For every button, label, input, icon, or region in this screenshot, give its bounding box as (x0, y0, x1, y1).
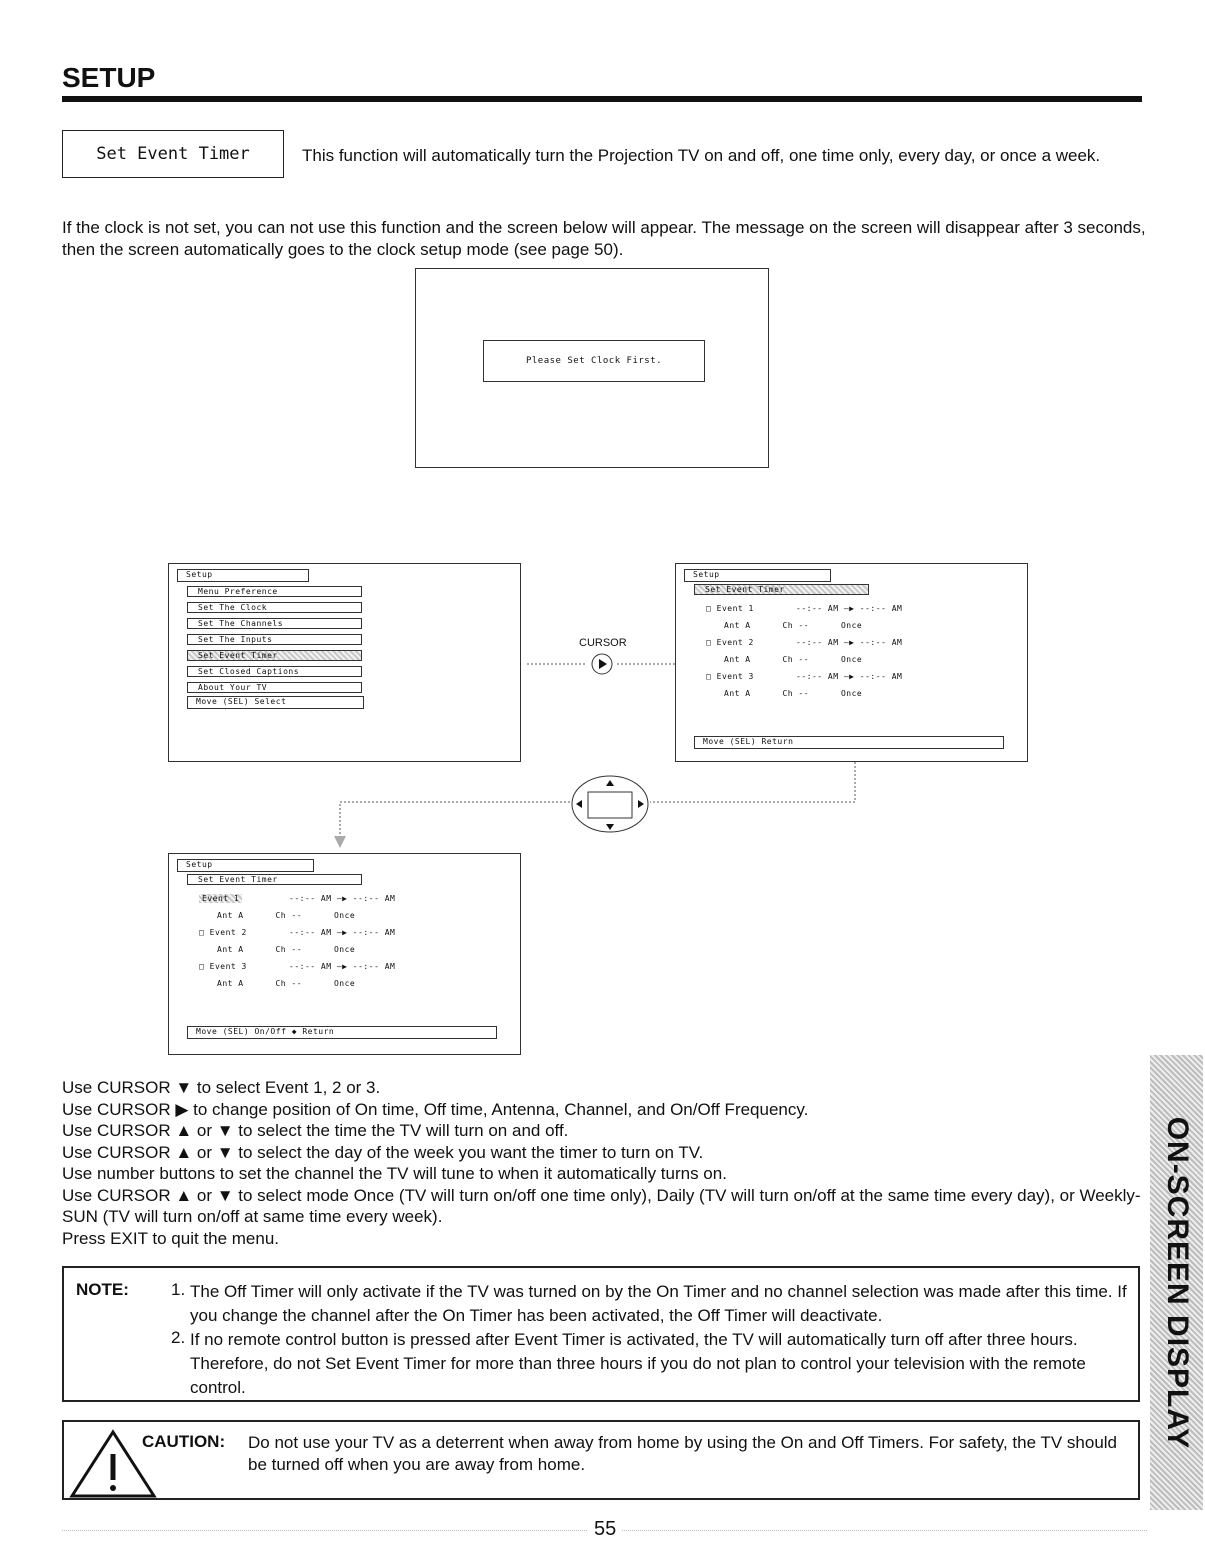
note-label: NOTE: (76, 1280, 129, 1299)
note-item-1-number: 1. (171, 1280, 186, 1299)
checkbox-icon: □ (706, 604, 712, 613)
page-title: SETUP (62, 62, 156, 93)
instruction-line: Use CURSOR ▲ or ▼ to select the day of the week you want the timer to turn on TV. (62, 1142, 704, 1162)
timer-2-hint-bar: Move (SEL) On/Off ◆ Return (187, 1026, 497, 1039)
menu-item-set-the-inputs[interactable]: Set The Inputs (187, 634, 362, 645)
checkbox-icon: □ (706, 672, 712, 681)
page-number: 55 (588, 1518, 622, 1541)
menu-item-menu-preference[interactable]: Menu Preference (187, 586, 362, 597)
instruction-line: Use CURSOR ▲ or ▼ to select mode Once (TV will turn on/off one time only), Daily (TV will turn on/off at the same time every day), or Weekly-SUN (TV will turn on/off at same time every week). (62, 1185, 1141, 1226)
instruction-line: Press EXIT to quit the menu. (62, 1228, 280, 1248)
menu-list (187, 586, 362, 698)
note-item-1: The Off Timer will only activate if the TV was turned on by the On Timer and no channel selection was made after this time. If you change the channel after the On Timer has been activated, the Off Timer will deactivate. (190, 1282, 1127, 1325)
menu-item-set-the-clock[interactable]: Set The Clock (187, 602, 362, 613)
checkbox-icon: □ (706, 638, 712, 647)
timer-1-hint-bar: Move (SEL) Return (694, 736, 1004, 749)
event-name: Event 2 (716, 638, 754, 647)
feature-description: This function will automatically turn the Projection TV on and off, one time only, every day, or once a week. (302, 146, 1101, 165)
caution-label: CAUTION: (142, 1432, 226, 1451)
instruction-list (62, 1077, 1147, 1249)
note-box (62, 1266, 1140, 1402)
clock-message-box (483, 340, 705, 382)
instruction-line: Use number buttons to set the channel the TV will tune to when it automatically turns on. (62, 1164, 727, 1183)
feature-name-box: Set Event Timer (62, 130, 284, 178)
menu-item-set-event-timer[interactable]: Set Event Timer (187, 650, 362, 661)
timer-1-event-3-row[interactable] (706, 672, 1006, 681)
caution-box (62, 1420, 1140, 1500)
note-item-2: If no remote control button is pressed after Event Timer is activated, the TV will automatically turn off after three hours. Therefore, do not Set Event Timer for more than three hours if you do not plan to control your television with the remote control. (190, 1330, 1086, 1397)
intro-paragraph: If the clock is not set, you can not use this function and the screen below will appear. The message on the screen will disappear after 3 seconds, then the screen automatically goes to the clock setup mode (see page 50). (62, 218, 1146, 259)
timer-screen-2 (168, 853, 521, 1055)
clock-screen (415, 268, 769, 468)
timer-2-event-1-row[interactable] (199, 894, 499, 903)
timer-1-header: Setup (684, 569, 831, 582)
event-times: --:-- AM —▶ --:-- AM (289, 928, 396, 937)
timer-screen-1 (675, 563, 1028, 762)
instruction-line: Use CURSOR ▶ to change position of On time, Off time, Antenna, Channel, and On/Off Frequency. (62, 1099, 809, 1119)
instruction-line: Use CURSOR ▼ to select Event 1, 2 or 3. (62, 1078, 381, 1097)
timer-2-event-2-detail: Ant A Ch -- Once (217, 945, 356, 954)
checkbox-icon: □ (199, 962, 205, 971)
timer-1-event-1-detail: Ant A Ch -- Once (724, 621, 863, 630)
menu-header: Setup (177, 569, 309, 582)
timer-2-event-3-detail: Ant A Ch -- Once (217, 979, 356, 988)
timer-1-event-1-row[interactable] (706, 604, 1006, 613)
event-times: --:-- AM —▶ --:-- AM (289, 962, 396, 971)
checkbox-icon: □ (199, 928, 205, 937)
event-name: Event 2 (209, 928, 247, 937)
event-name: Event 1 (716, 604, 754, 613)
side-tab-label: ON-SCREEN DISPLAY (1160, 1116, 1194, 1449)
timer-2-event-1-detail: Ant A Ch -- Once (217, 911, 356, 920)
instruction-line: Use CURSOR ▲ or ▼ to select the time the TV will turn on and off. (62, 1121, 569, 1140)
menu-item-set-closed-captions[interactable]: Set Closed Captions (187, 666, 362, 677)
event-name: Event 1 (199, 894, 242, 903)
timer-2-event-2-row[interactable] (199, 928, 499, 937)
timer-2-subheader: Set Event Timer (187, 874, 362, 885)
setup-menu-screen (168, 563, 521, 762)
cursor-right-arrow-1 (525, 646, 685, 686)
timer-1-event-2-detail: Ant A Ch -- Once (724, 655, 863, 664)
event-times: --:-- AM —▶ --:-- AM (289, 894, 396, 903)
timer-1-event-2-row[interactable] (706, 638, 1006, 647)
event-times: --:-- AM —▶ --:-- AM (796, 672, 903, 681)
cursor-pad-connector (320, 762, 880, 852)
timer-2-header: Setup (177, 859, 314, 872)
note-item-2-number: 2. (171, 1328, 186, 1347)
timer-1-event-3-detail: Ant A Ch -- Once (724, 689, 863, 698)
menu-hint-bar: Move (SEL) Select (187, 696, 364, 709)
clock-message: Please Set Clock First. (525, 356, 663, 366)
timer-1-subheader: Set Event Timer (694, 584, 869, 595)
caution-text: Do not use your TV as a deterrent when away from home by using the On and Off Timers. For safety, the TV should be turned off when you are away from home. (248, 1433, 1118, 1474)
menu-item-set-the-channels[interactable]: Set The Channels (187, 618, 362, 629)
cursor-label-1: CURSOR (579, 637, 627, 649)
event-times: --:-- AM —▶ --:-- AM (796, 638, 903, 647)
event-name: Event 3 (716, 672, 754, 681)
menu-item-about-your-tv[interactable]: About Your TV (187, 682, 362, 693)
title-rule (62, 96, 1142, 102)
event-name: Event 3 (209, 962, 247, 971)
event-times: --:-- AM —▶ --:-- AM (796, 604, 903, 613)
section-side-tab (1150, 1055, 1203, 1510)
timer-2-event-3-row[interactable] (199, 962, 499, 971)
